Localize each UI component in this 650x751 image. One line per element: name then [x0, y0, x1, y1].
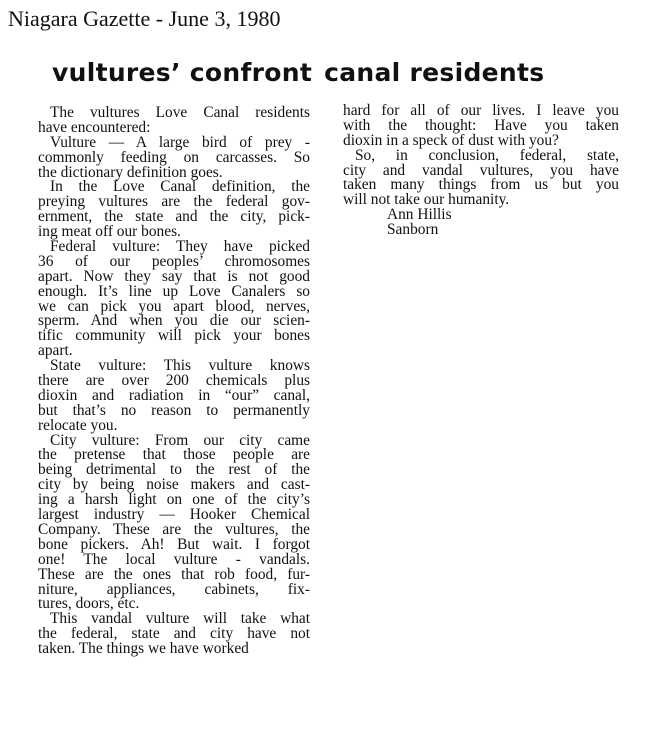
source-caption: Niagara Gazette - June 3, 1980	[8, 6, 281, 31]
text-line: largest industry — Hooker Chemical	[38, 506, 310, 524]
text-line: Federal vulture: They have picked	[50, 238, 310, 256]
text-line: ing meat off our bones.	[38, 223, 181, 241]
text-line: In the Love Canal definition, the	[50, 178, 310, 196]
text-line: there are over 200 chemicals plus	[38, 372, 310, 390]
headline-part-2: canal residents	[324, 58, 545, 87]
text-line: commonly feeding on carcasses. So	[38, 148, 310, 166]
paragraph	[38, 106, 310, 136]
text-line: tific community will pick your bones	[38, 327, 310, 345]
text-line: These are the ones that rob food, fur-	[38, 565, 310, 583]
article-column-2	[343, 104, 619, 238]
text-line: Company. These are the vultures, the	[38, 520, 310, 538]
text-line: preying vultures are the federal gov-	[38, 193, 310, 211]
paragraph	[38, 240, 310, 359]
text-line: bone pickers. Ah! But wait. I forgot	[38, 535, 310, 553]
text-line: 36 of our peoples’ chromosomes	[38, 252, 310, 270]
paragraph	[38, 612, 310, 657]
text-line: ing a harsh light on one of the city’s	[38, 491, 310, 509]
text-line: will not take our humanity.	[343, 191, 510, 209]
text-line: we can pick you apart blood, nerves,	[38, 297, 310, 315]
signature-place: Sanborn	[387, 221, 439, 239]
text-line: enough. It’s line up Love Canalers so	[38, 282, 310, 300]
text-line: tures, doors, étc.	[38, 595, 140, 613]
text-line: have encountered:	[38, 118, 151, 136]
text-line: city by being noise makers and cast-	[38, 476, 310, 494]
text-line: with the thought: Have you taken	[343, 116, 619, 134]
paragraph	[38, 180, 310, 240]
text-line: ernment, the state and the city, pick-	[38, 208, 310, 226]
paragraph	[38, 133, 310, 181]
text-line: being detrimental to the rest of the	[38, 461, 310, 479]
text-line: taken many things from us but you	[343, 176, 619, 194]
text-line: hard for all of our lives. I leave you	[343, 102, 619, 119]
text-line: taken. The things we have worked	[38, 640, 249, 658]
text-line: So, in conclusion, federal, state,	[355, 146, 619, 164]
paragraph	[38, 431, 310, 613]
text-line: relocate you.	[38, 416, 118, 434]
text-line: but that’s no reason to permanently	[38, 401, 310, 419]
text-line: sperm. And when you die our scien-	[38, 312, 310, 330]
text-line: the dictionary definition goes.	[38, 163, 223, 181]
text-line: city and vandal vultures, you have	[343, 161, 619, 179]
text-line: State vulture: This vulture knows	[50, 357, 310, 375]
paragraph	[343, 104, 619, 149]
text-line: one! The local vulture - vandals.	[38, 550, 310, 568]
text-line: apart.	[38, 342, 73, 360]
text-line: dioxin in a speck of dust with you?	[343, 131, 559, 149]
text-line: The vultures Love Canal residents	[50, 104, 310, 121]
article-column-1	[38, 106, 310, 657]
text-line: the federal, state and city have not	[38, 625, 310, 643]
text-line: City vulture: From our city came	[50, 431, 310, 449]
text-line: apart. Now they say that is not good	[38, 267, 310, 285]
text-line: dioxin and radiation in “our” canal,	[38, 386, 310, 404]
text-line: the pretense that those people are	[38, 446, 310, 464]
paragraph	[343, 146, 619, 209]
headline-part-1: vultures’ confront	[52, 58, 313, 87]
text-line: niture, appliances, cabinets, fix-	[38, 580, 310, 598]
headline	[52, 58, 544, 88]
signature-name: Ann Hillis	[387, 206, 452, 224]
text-line: Vulture — A large bird of prey -	[50, 133, 310, 151]
text-line: This vandal vulture will take what	[50, 610, 310, 628]
paragraph	[38, 359, 310, 433]
